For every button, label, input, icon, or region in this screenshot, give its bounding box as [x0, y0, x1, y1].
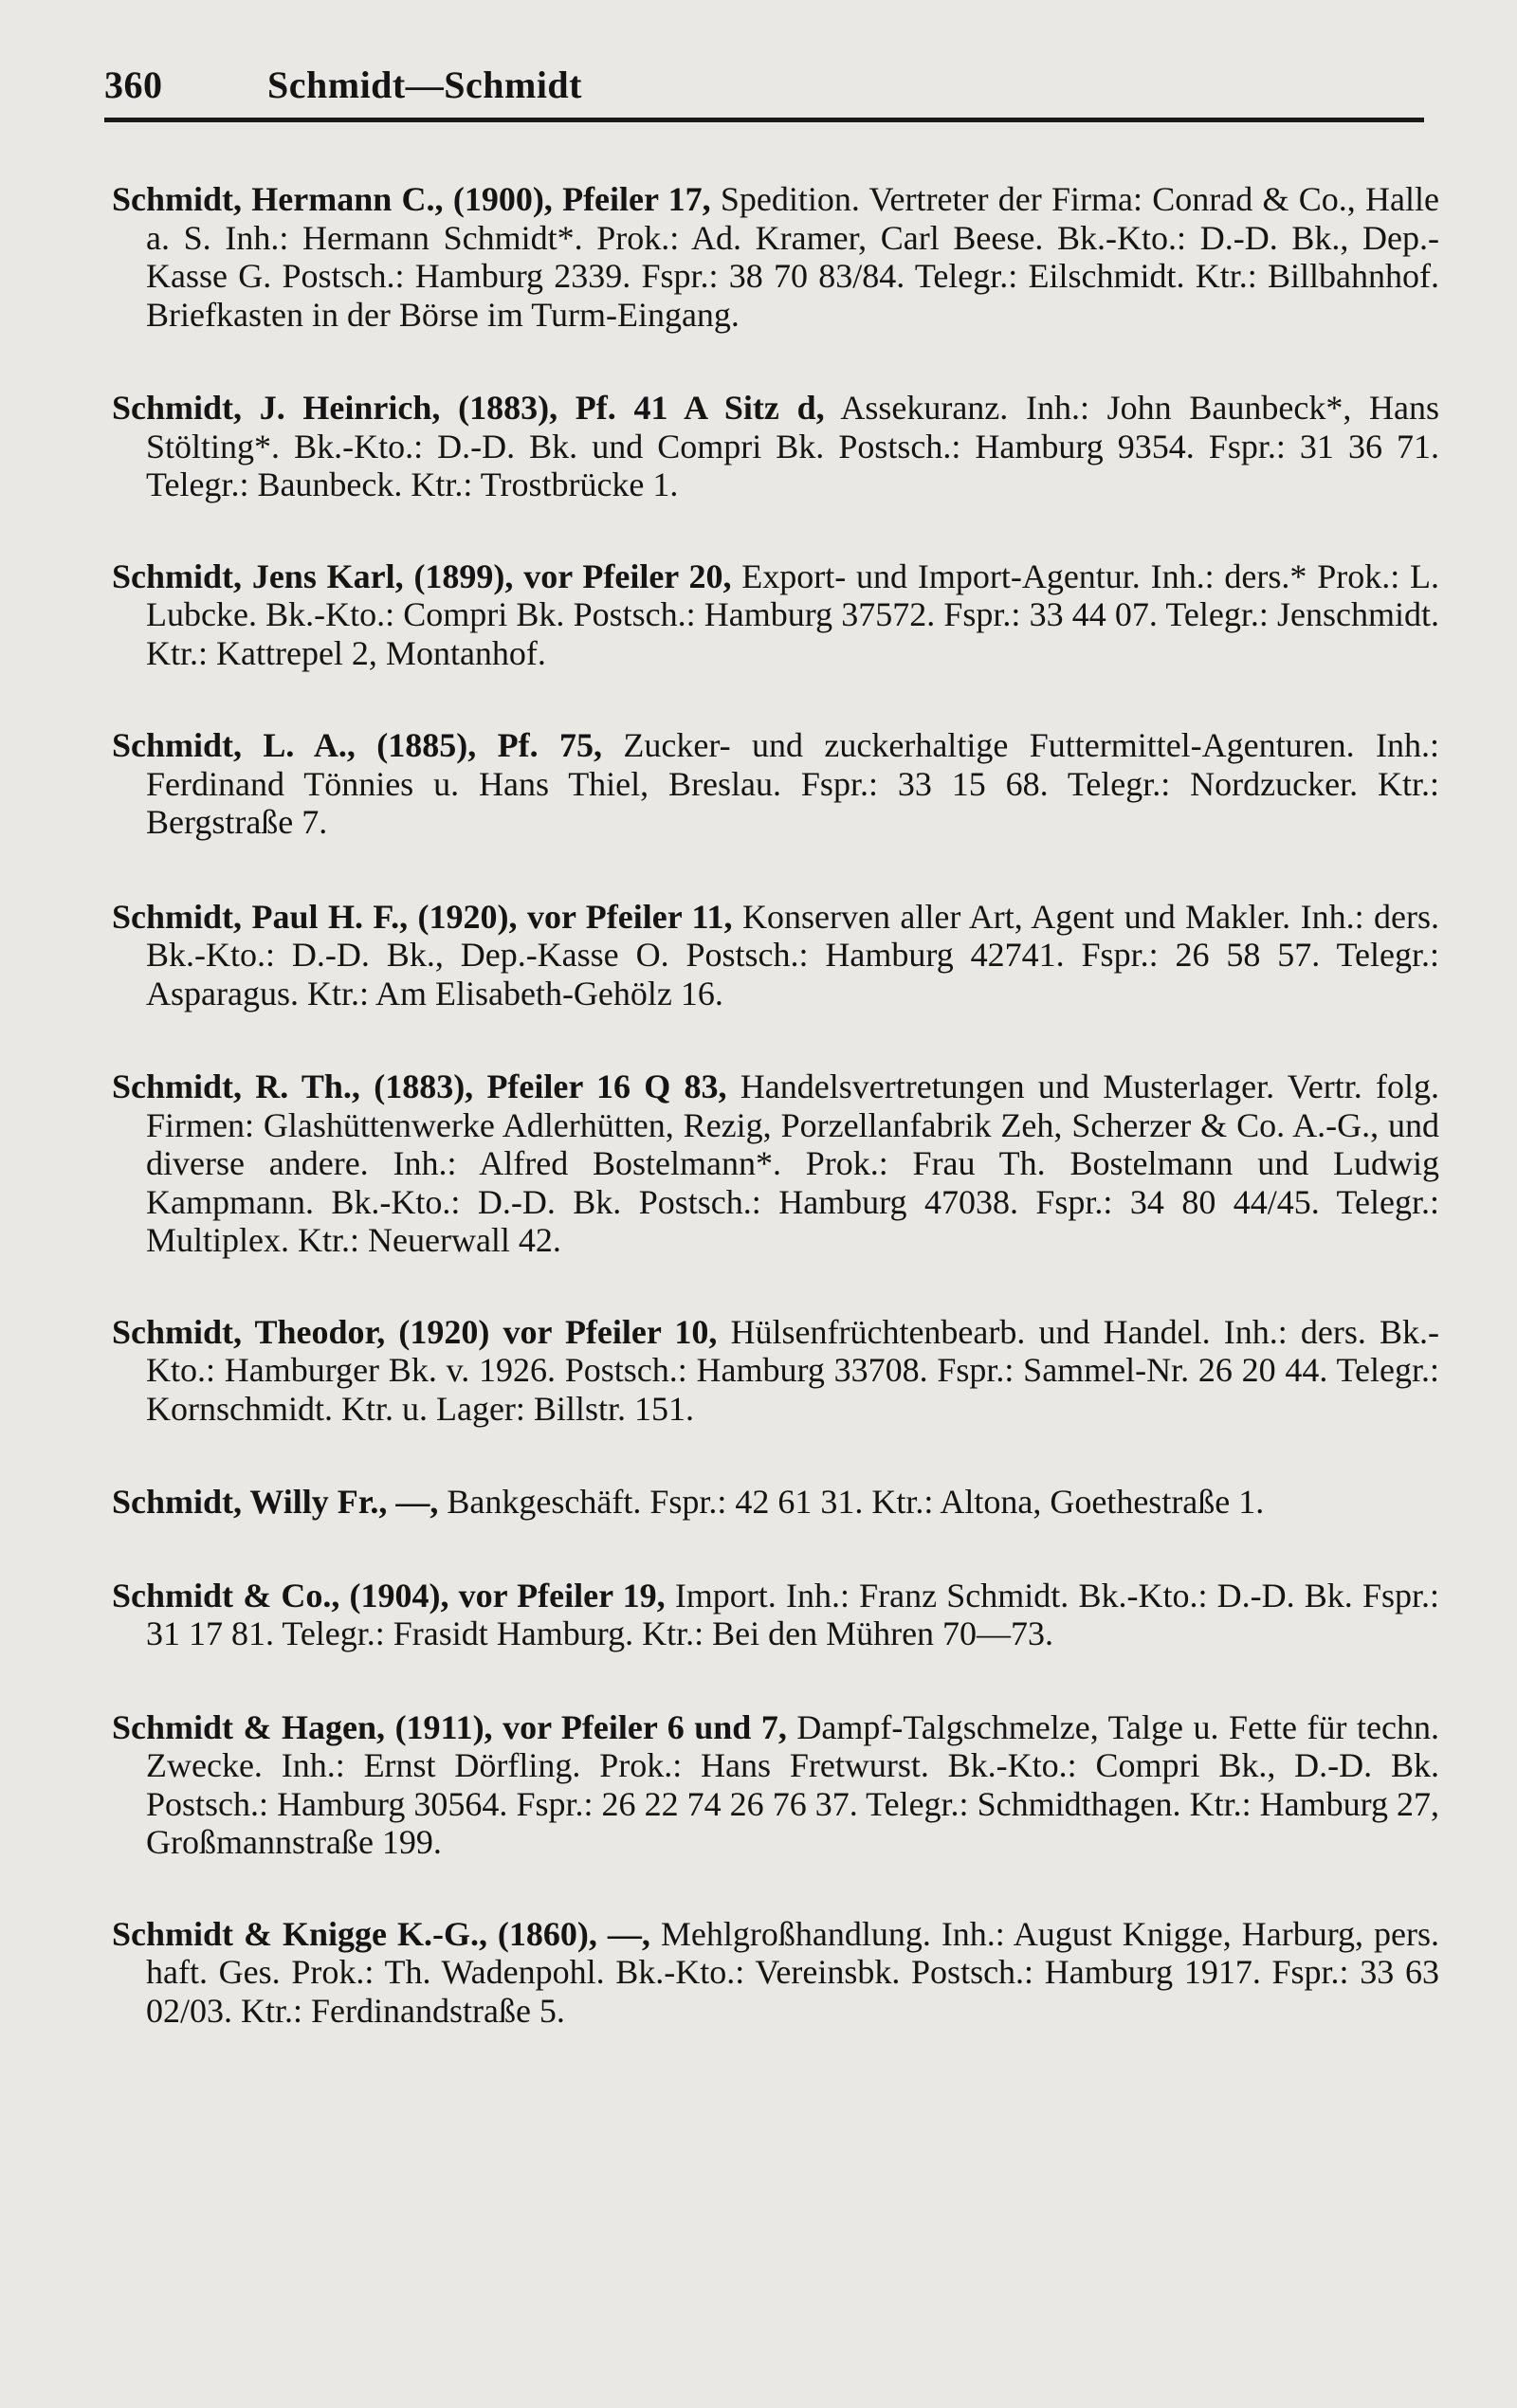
entry-name: Schmidt, L. A., (1885), Pf. 75,: [112, 726, 602, 764]
directory-entry: [112, 1483, 1439, 1522]
entry-list: [112, 180, 1439, 2030]
header-rule: [104, 118, 1424, 122]
entry-name: Schmidt, Theodor, (1920) vor Pfeiler 10,: [112, 1312, 718, 1351]
entry-name: Schmidt, Jens Karl, (1899), vor Pfeiler 20,: [112, 556, 732, 595]
entry-name: Schmidt & Hagen, (1911), vor Pfeiler 6 und 7,: [112, 1707, 787, 1746]
directory-entry: [112, 1577, 1439, 1653]
entry-name: Schmidt, Willy Fr., —,: [112, 1483, 439, 1521]
entry-text: Konserven aller Art, Agent und Makler. Inh.: ders. Bk.-Kto.: D.-D. Bk., Dep.-Kasse O. Postsch.: Hamburg 42741. Fspr.: 26 58 57. Telegr.: Asparagus. Ktr.: Am Elisabeth-Gehölz 16.: [146, 897, 1440, 1012]
entry-text: Dampf-Talgschmelze, Talge u. Fette für techn. Zwecke. Inh.: Ernst Dörfling. Prok.: Hans Fretwurst. Bk.-Kto.: Compri Bk., D.-D. Bk. Postsch.: Hamburg 30564. Fspr.: 26 22 74 26 76 37. Telegr.: Schmidthagen. Ktr.: Hamburg 27, Großmannstraße 199.: [146, 1707, 1440, 1861]
directory-entry: [112, 726, 1439, 842]
page-header: [104, 63, 1422, 119]
directory-entry: [112, 1313, 1439, 1429]
entry-text: Export- und Import-Agentur. Inh.: ders.* Prok.: L. Lubcke. Bk.-Kto.: Compri Bk. Postsch.: Hamburg 37572. Fspr.: 33 44 07. Telegr.: Jenschmidt. Ktr.: Kattrepel 2, Montanhof.: [146, 556, 1440, 672]
entry-name: Schmidt & Co., (1904), vor Pfeiler 19,: [112, 1576, 666, 1614]
entry-name: Schmidt & Knigge K.-G., (1860), —,: [112, 1914, 650, 1953]
entry-text: Bankgeschäft. Fspr.: 42 61 31. Ktr.: Altona, Goethestraße 1.: [447, 1483, 1265, 1521]
entry-text: Mehlgroßhandlung. Inh.: August Knigge, Harburg, pers. haft. Ges. Prok.: Th. Wadenpohl. Bk.-Kto.: Vereinsbk. Postsch.: Hamburg 1917. Fspr.: 33 63 02/03. Ktr.: Ferdinandstraße 5.: [146, 1914, 1440, 2030]
directory-entry: [112, 1915, 1439, 2031]
entry-text: Hülsenfrüchtenbearb. und Handel. Inh.: ders. Bk.-Kto.: Hamburger Bk. v. 1926. Postsch.: Hamburg 33708. Fspr.: Sammel-Nr. 26 20 44. Telegr.: Kornschmidt. Ktr. u. Lager: Billstr. 151.: [146, 1312, 1439, 1428]
entry-text: Import. Inh.: Franz Schmidt. Bk.-Kto.: D.-D. Bk. Fspr.: 31 17 81. Telegr.: Frasidt Hamburg. Ktr.: Bei den Mühren 70—73.: [146, 1576, 1439, 1652]
directory-entry: [112, 557, 1439, 673]
entry-text: Zucker- und zuckerhaltige Futtermittel-Agenturen. Inh.: Ferdinand Tönnies u. Hans Thiel, Breslau. Fspr.: 33 15 68. Telegr.: Nordzucker. Ktr.: Bergstraße 7.: [146, 726, 1440, 841]
entry-text: Assekuranz. Inh.: John Baunbeck*, Hans Stölting*. Bk.-Kto.: D.-D. Bk. und Compri Bk. Postsch.: Hamburg 9354. Fspr.: 31 36 71. Telegr.: Baunbeck. Ktr.: Trostbrücke 1.: [146, 389, 1440, 503]
directory-entry: [112, 1708, 1439, 1862]
directory-entry: [112, 898, 1439, 1013]
entry-text: Spedition. Vertreter der Firma: Conrad & Co., Halle a. S. Inh.: Hermann Schmidt*. Prok.: Ad. Kramer, Carl Beese. Bk.-Kto.: D.-D. Bk., Dep.-Kasse G. Postsch.: Hamburg 2339. Fspr.: 38 70 83/84. Telegr.: Eilschmidt. Ktr.: Billbahnhof. Briefkasten in der Börse im Turm-Eingang.: [146, 180, 1439, 334]
directory-entry: [112, 1067, 1439, 1260]
entry-name: Schmidt, Paul H. F., (1920), vor Pfeiler 11,: [112, 897, 733, 936]
running-head: Schmidt—Schmidt: [267, 64, 582, 106]
entry-name: Schmidt, R. Th., (1883), Pfeiler 16 Q 83,: [112, 1067, 727, 1105]
entry-name: Schmidt, J. Heinrich, (1883), Pf. 41 A Sitz d,: [112, 389, 825, 427]
directory-entry: [112, 180, 1439, 334]
entry-name: Schmidt, Hermann C., (1900), Pfeiler 17,: [112, 180, 711, 218]
directory-entry: [112, 389, 1439, 504]
page-number: 360: [104, 64, 163, 106]
entry-text: Handelsvertretungen und Musterlager. Vertr. folg. Firmen: Glashüttenwerke Adlerhütten, Rezig, Porzellanfabrik Zeh, Scherzer & Co. A.-G., und diverse andere. Inh.: Alfred Bostelmann*. Prok.: Frau Th. Bostelmann und Ludwig Kampmann. Bk.-Kto.: D.-D. Bk. Postsch.: Hamburg 47038. Fspr.: 34 80 44/45. Telegr.: Multiplex. Ktr.: Neuerwall 42.: [146, 1067, 1439, 1259]
